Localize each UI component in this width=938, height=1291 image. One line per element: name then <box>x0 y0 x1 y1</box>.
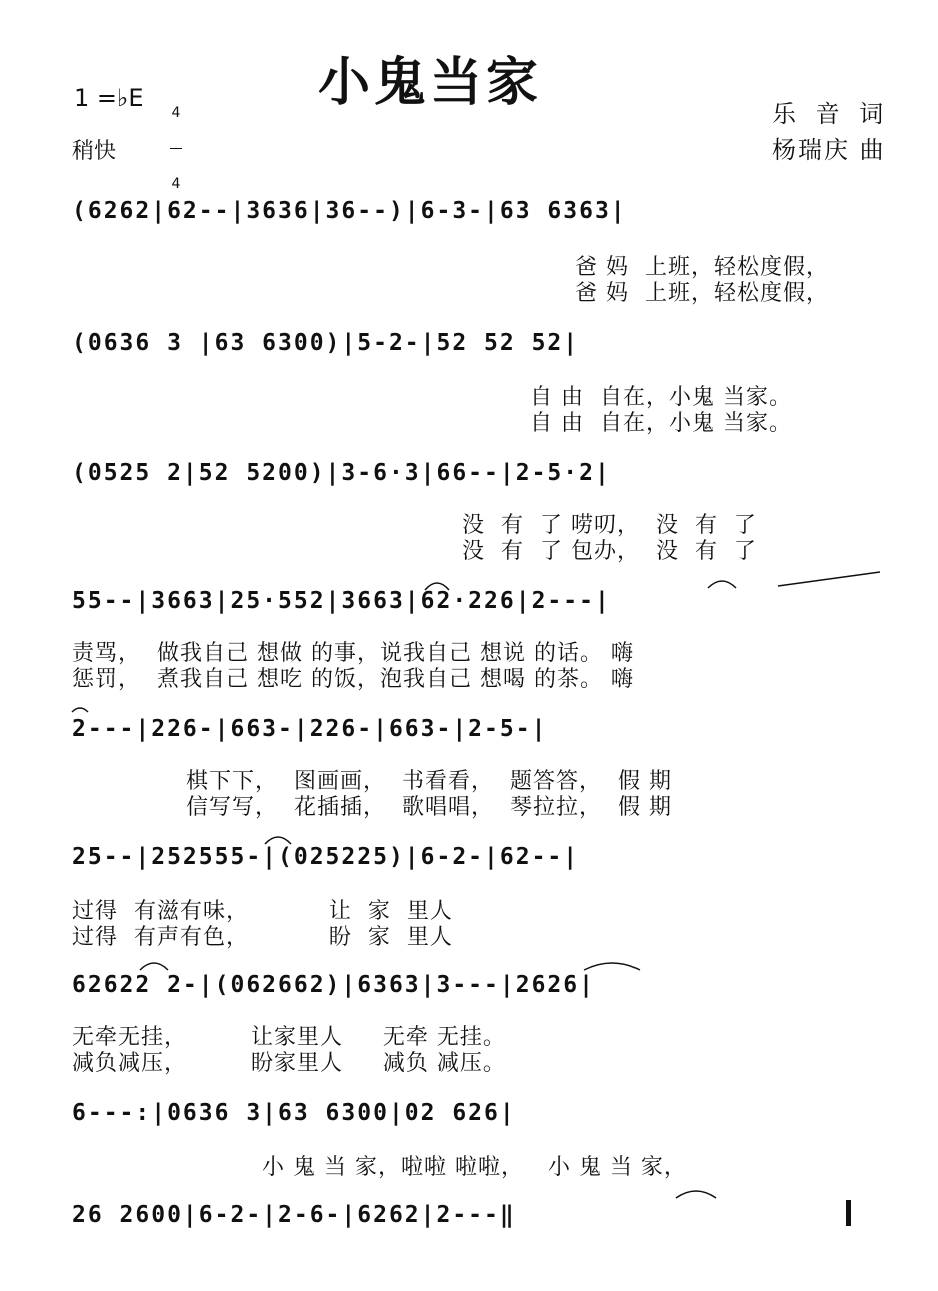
tempo-marking: 稍快 <box>72 139 117 164</box>
lyric-line-2a: 自 由 自在，小鬼 当家。 <box>530 385 792 410</box>
notation-line-8: 6---:|0636 3|63 6300|02 626| <box>72 1100 516 1126</box>
notation-line-6: 25--|252555-|(025225)|6-2-|62--| <box>72 844 580 870</box>
notation-line-1: (6262|62--|3636|36--)|6-3-|63 6363| <box>72 198 627 224</box>
lyricist-credit: 乐 音 词 <box>772 100 890 128</box>
notation-line-4: 55--|3663|25·552|3663|62·226|2---| <box>72 588 611 614</box>
tie-mark <box>708 581 736 588</box>
lyric-line-4a: 责骂， 做我自己 想做 的事，说我自己 想说 的话。 嗨 <box>72 641 634 666</box>
lyric-line-7b: 减负减压， 盼家里人 减负 减压。 <box>72 1051 506 1076</box>
lyric-line-6a: 过得 有滋有味， 让 家 里人 <box>72 899 453 924</box>
slur-mark <box>778 572 880 586</box>
tie-mark <box>265 837 291 844</box>
notation-line-2: (0636 3 |63 6300)|5-2-|52 52 52| <box>72 330 580 356</box>
lyric-line-3a: 没 有 了 唠叨， 没 有 了 <box>462 513 757 538</box>
lyric-line-8a: 小 鬼 当 家，啦啦 啦啦， 小 鬼 当 家， <box>262 1155 687 1180</box>
time-signature-numerator: 4 <box>171 105 181 121</box>
lyric-line-1a: 爸 妈 上班，轻松度假， <box>575 255 829 280</box>
lyric-line-7a: 无牵无挂， 让家里人 无牵 无挂。 <box>72 1025 506 1050</box>
notation-line-5: 2---|226-|663-|226-|663-|2-5-| <box>72 716 548 742</box>
key-signature: 1 =♭E <box>74 84 144 112</box>
lyric-line-4b: 惩罚， 煮我自己 想吃 的饭，泡我自己 想喝 的茶。 嗨 <box>72 667 634 692</box>
time-signature-denominator: 4 <box>171 176 181 192</box>
lyric-line-5b: 信写写， 花插插， 歌唱唱， 琴拉拉， 假 期 <box>186 795 672 820</box>
lyric-line-6b: 过得 有声有色， 盼 家 里人 <box>72 925 453 950</box>
tie-mark <box>140 963 168 970</box>
final-barline <box>846 1200 851 1226</box>
composer-credit: 杨瑞庆 曲 <box>772 136 886 164</box>
lyric-line-5a: 棋下下， 图画画， 书看看， 题答答， 假 期 <box>186 769 672 794</box>
song-title: 小鬼当家 <box>318 53 543 113</box>
slur-mark <box>72 708 88 712</box>
notation-line-7: 62622 2-|(062662)|6363|3---|2626| <box>72 972 595 998</box>
tie-mark <box>676 1191 716 1198</box>
lyric-line-1b: 爸 妈 上班，轻松度假， <box>575 281 829 306</box>
tie-mark <box>584 963 640 970</box>
tie-mark <box>425 583 449 590</box>
notation-line-9: 26 2600|6-2-|2-6-|6262|2---‖ <box>72 1202 516 1228</box>
lyric-line-3b: 没 有 了 包办， 没 有 了 <box>462 539 757 564</box>
notation-line-3: (0525 2|52 5200)|3-6·3|66--|2-5·2| <box>72 460 611 486</box>
lyric-line-2b: 自 由 自在，小鬼 当家。 <box>530 411 792 436</box>
